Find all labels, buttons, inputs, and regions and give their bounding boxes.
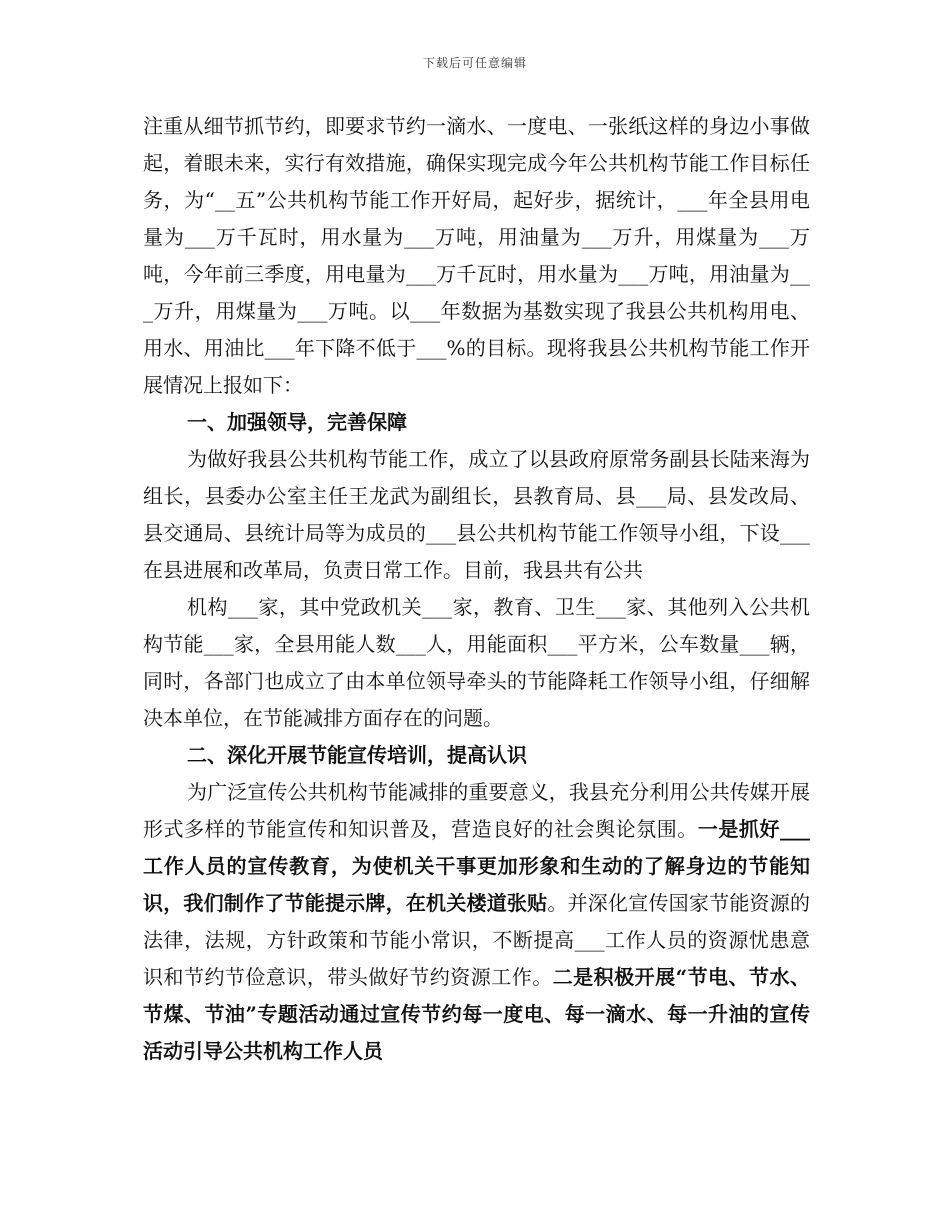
paragraph-leadership: 为做好我县公共机构节能工作，成立了以县政府原常务副县长陆来海为组长，县委办公室主任王龙武为副组长，县教育局、县___局、县发改局、县交通局、县统计局等为成员的___县公共机构节能工作领导小组，下设___在县进展和改革局，负责日常工作。目前，我县共有公共 [143, 447, 810, 582]
publicity-point-two: 二是积极开展“节电、节水、节煤、节油”专题活动通过宣传节约每一度电、每一滴水、每一升油的宣传活动引导公共机构工作人员 [143, 965, 810, 1063]
paragraph-publicity [143, 774, 810, 1070]
publicity-intro-text: 为广泛宣传公共机构节能减排的重要意义，我县充分利用公共传媒开展形式多样的节能宣传和知识普及，营造良好的社会舆论氛围。 [143, 780, 810, 841]
section-heading-1: 一、加强领导，完善保障 [187, 410, 407, 434]
publicity-point-one-detail: 。并深化宣传国家节能资源的法律，法规，方针政策和节能小常识，不断提高___工作人员的资源忧患意识和节约节俭意识，带头做好节约资源工作。 [143, 891, 810, 989]
page-header: 下载后可任意编辑 [422, 56, 527, 70]
document-body [143, 108, 810, 1070]
section-heading-2: 二、深化开展节能宣传培训，提高认识 [187, 743, 527, 767]
paragraph-institutions: 机构___家，其中党政机关___家，教育、卫生___家、其他列入公共机构节能___家，全县用能人数___人，用能面积___平方米，公车数量___辆，同时，各部门也成立了由本单位领导牵头的节能降耗工作领导小组，仔细解决本单位，在节能减排方面存在的问题。 [143, 595, 810, 730]
paragraph-intro: 注重从细节抓节约，即要求节约一滴水、一度电、一张纸这样的身边小事做起，着眼未来，实行有效措施，确保实现完成今年公共机构节能工作目标任务，为“__五”公共机构节能工作开好局，起好步，据统计，___年全县用电量为___万千瓦时，用水量为___万吨，用油量为___万升，用煤量为___万吨，今年前三季度，用电量为___万千瓦时，用水量为___万吨，用油量为___万升，用煤量为___万吨。以___年数据为基数实现了我县公共机构用电、用水、用油比___年下降不低于___%的目标。现将我县公共机构节能工作开展情况上报如下： [143, 114, 810, 397]
publicity-point-one: 一是抓好___工作人员的宣传教育，为使机关干事更加形象和生动的了解身边的节能知识，我们制作了节能提示牌，在机关楼道张贴 [143, 817, 811, 915]
